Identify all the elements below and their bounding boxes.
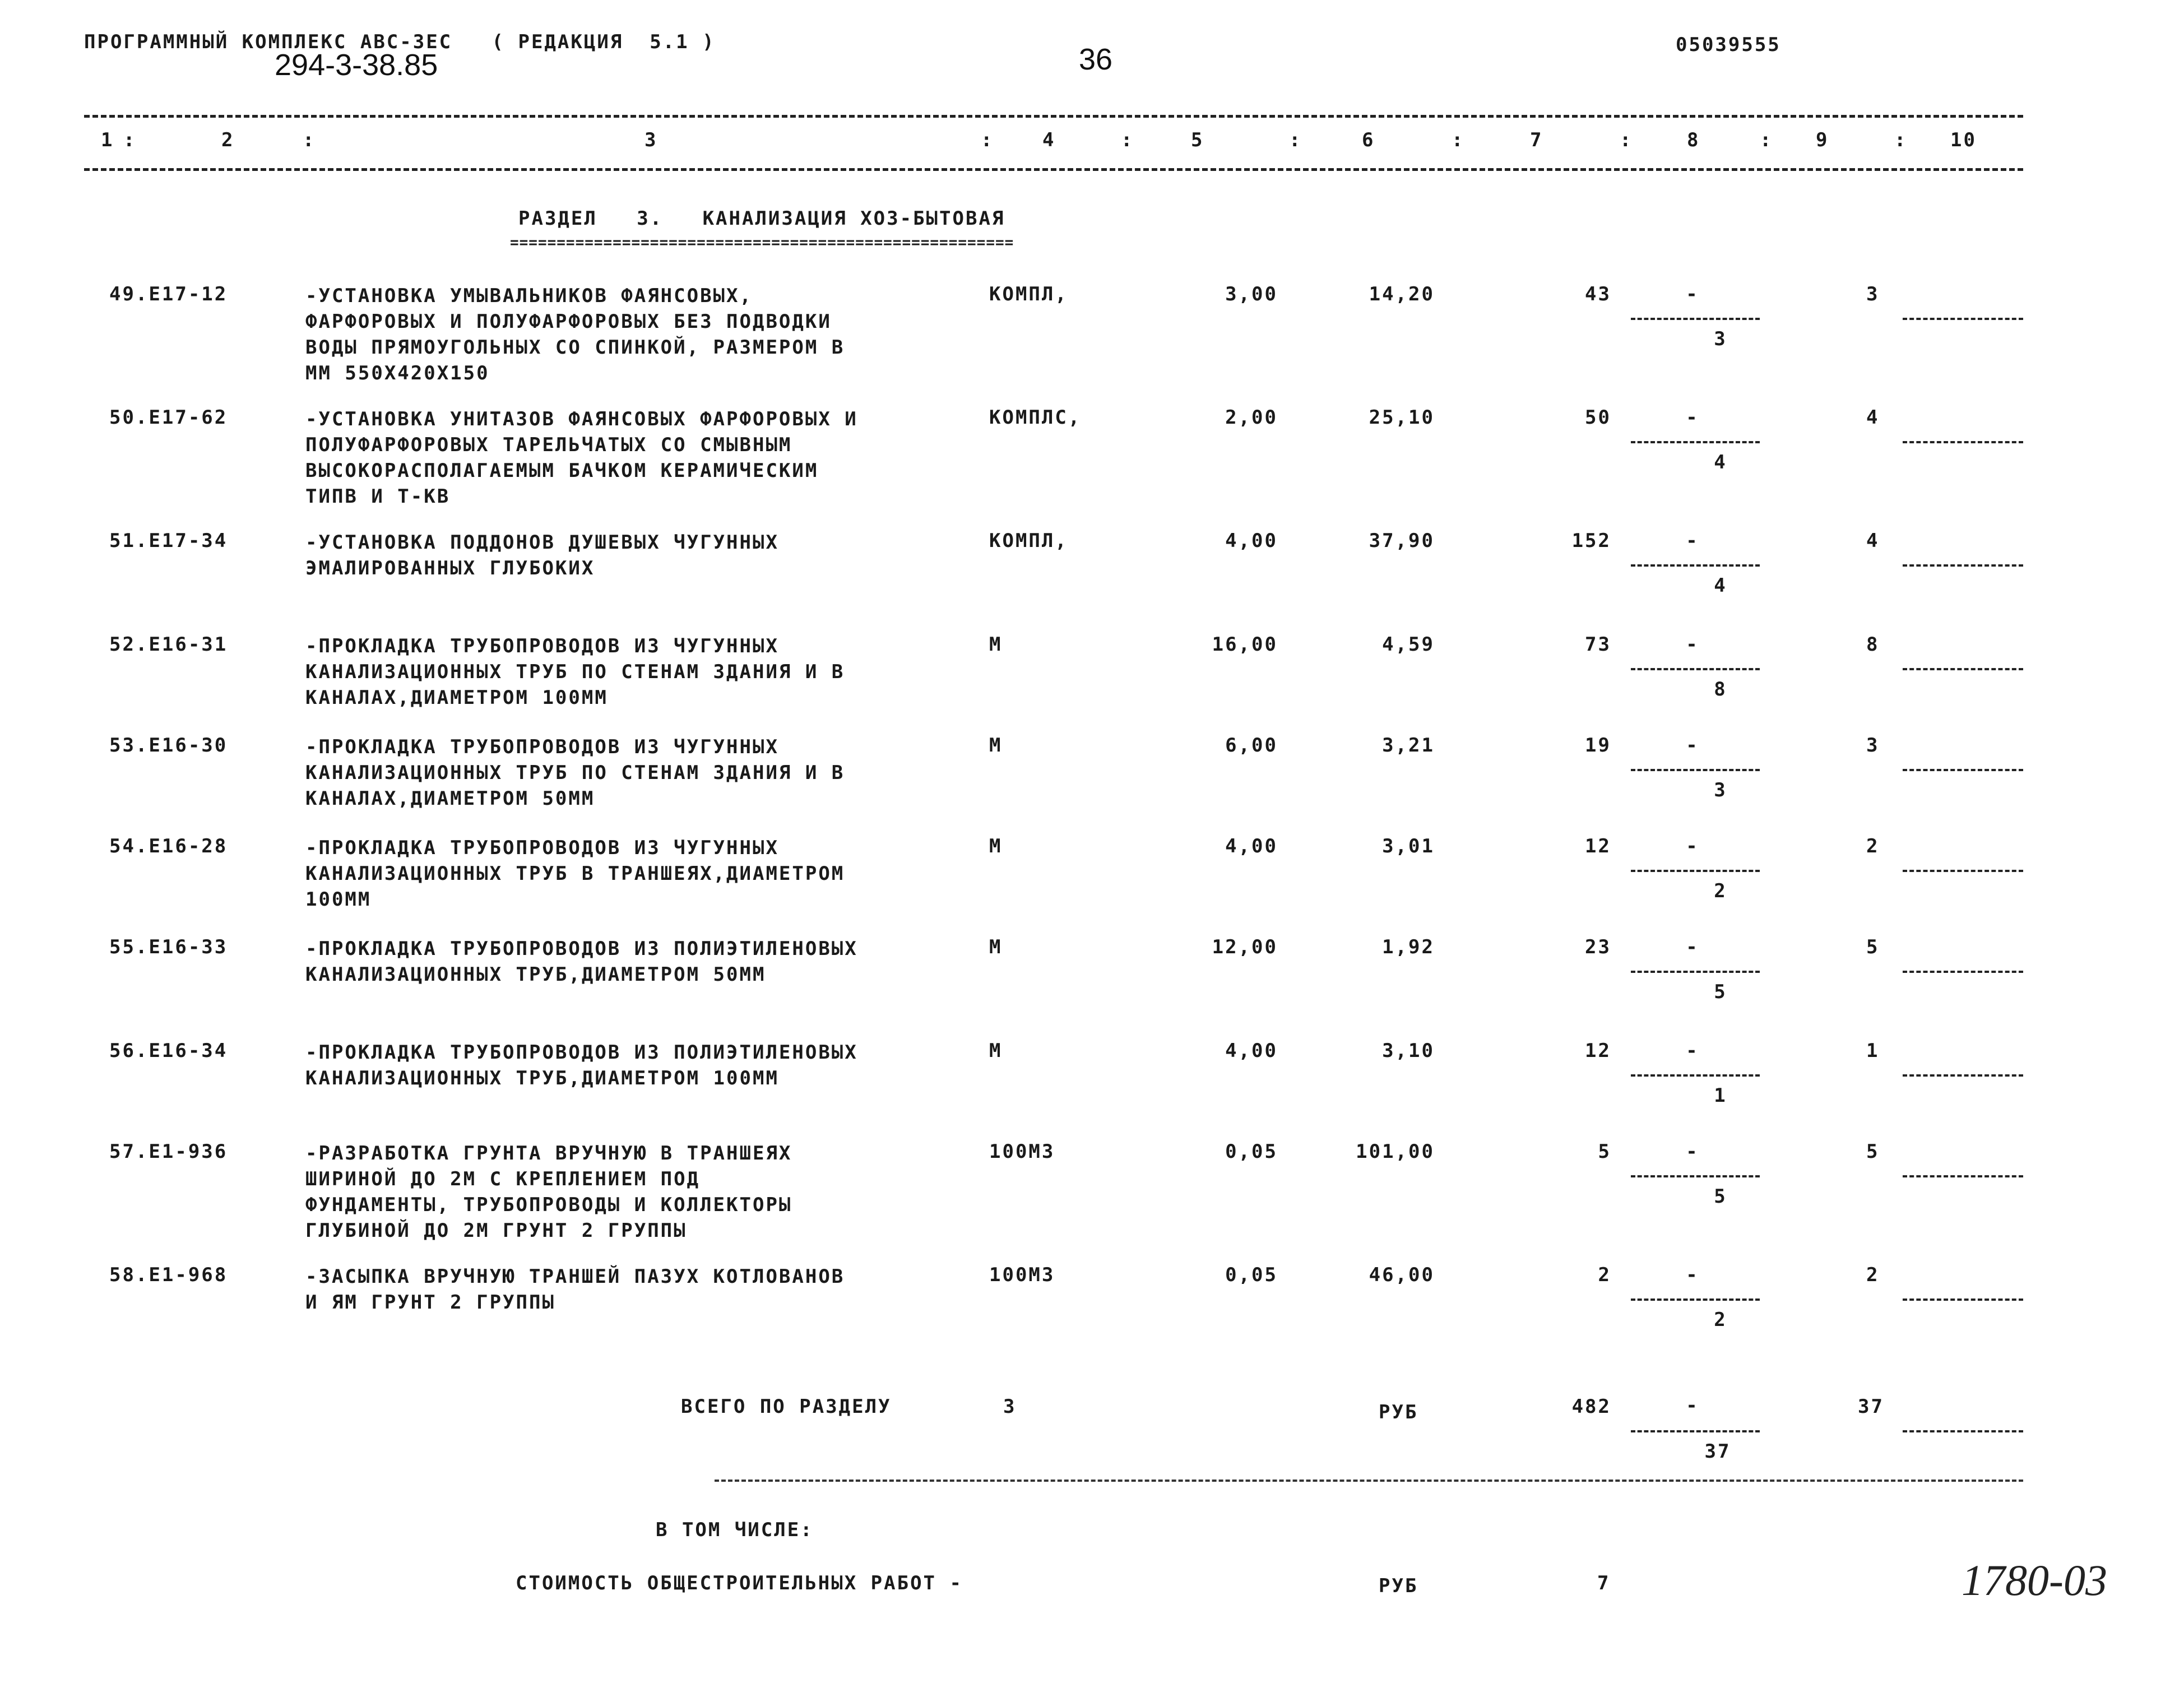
row-unit: КОМПЛ, [989,283,1068,305]
row-code: 54.Е16-28 [109,835,228,857]
top-rule [84,115,2023,118]
col-4: 4 [1042,129,1056,151]
row-col8-top: - [1686,406,1699,429]
row-col9: 5 [1866,936,1880,958]
row-total: 43 [1585,283,1611,305]
row-col9: 2 [1866,835,1880,857]
row-code: 58.Е1-968 [109,1264,228,1286]
row-col9: 3 [1866,734,1880,757]
section-title: РАЗДЕЛ 3. КАНАЛИЗАЦИЯ ХОЗ-БЫТОВАЯ [518,207,1005,230]
totals-fraction-line [1631,1430,1760,1432]
row-unit: М [989,936,1003,958]
row-code: 50.Е17-62 [109,406,228,429]
row-total: 19 [1585,734,1611,757]
general-works-value: 7 [1597,1572,1611,1594]
row-fraction-line [1631,769,1760,771]
row-col8-bottom: 2 [1714,1309,1727,1331]
row-quantity: 0,05 [1225,1140,1278,1163]
row-fraction-line [1631,971,1760,973]
row-total: 12 [1585,835,1611,857]
row-col9: 4 [1866,530,1880,552]
row-total: 2 [1598,1264,1611,1286]
col-7: 7 [1530,129,1543,151]
program-header: ПРОГРАММНЫЙ КОМПЛЕКС АВС-3ЕС ( РЕДАКЦИЯ 5.1 ) [84,31,716,53]
row-description: -УСТАНОВКА УНИТАЗОВ ФАЯНСОВЫХ ФАРФОРОВЫХ И ПОЛУФАРФОРОВЫХ ТАРЕЛЬЧАТЫХ СО СМЫВНЫМ ВЫСОКОРАСПОЛАГАЕМЫМ БАЧКОМ КЕРАМИЧЕСКИМ ТИПВ И Т-КВ [305,408,858,508]
totals-col8-bottom: 37 [1704,1440,1731,1463]
row-description: -ПРОКЛАДКА ТРУБОПРОВОДОВ ИЗ ПОЛИЭТИЛЕНОВЫХ КАНАЛИЗАЦИОННЫХ ТРУБ,ДИАМЕТРОМ 50ММ [305,938,858,986]
row-quantity: 4,00 [1225,835,1278,857]
row-description: -РАЗРАБОТКА ГРУНТА ВРУЧНУЮ В ТРАНШЕЯХ ШИРИНОЙ ДО 2М С КРЕПЛЕНИЕМ ПОД ФУНДАМЕНТЫ, ТРУБОПРОВОДЫ И КОЛЛЕКТОРЫ ГЛУБИНОЙ ДО 2М ГРУНТ 2 ГРУППЫ [305,1142,792,1242]
row-description: -ПРОКЛАДКА ТРУБОПРОВОДОВ ИЗ ЧУГУННЫХ КАНАЛИЗАЦИОННЫХ ТРУБ ПО СТЕНАМ ЗДАНИЯ И В КАНАЛАХ,ДИАМЕТРОМ 50ММ [305,736,845,810]
row-col9: 1 [1866,1040,1880,1062]
row-col9: 8 [1866,633,1880,656]
row-unit: М [989,633,1003,656]
general-works-label: СТОИМОСТЬ ОБЩЕСТРОИТЕЛЬНЫХ РАБОТ - [516,1572,963,1594]
row-col8-top: - [1686,1040,1699,1062]
row-col8-bottom: 2 [1714,880,1727,902]
col-6: 6 [1362,129,1375,151]
row-col9: 2 [1866,1264,1880,1286]
row-unit: 100М3 [989,1140,1055,1163]
row-unit-price: 1,92 [1382,936,1435,958]
document-id: 05039555 [1676,34,1781,56]
row-code: 49.Е17-12 [109,283,228,305]
row-fraction-line [1631,441,1760,443]
row-total: 12 [1585,1040,1611,1062]
archive-stamp: 1780-03 [1962,1556,2107,1604]
row-code: 51.Е17-34 [109,530,228,552]
row-col9: 4 [1866,406,1880,429]
totals-unit: РУБ [1379,1401,1418,1423]
row-col8-bottom: 3 [1714,779,1727,801]
row-fraction-line [1631,1175,1760,1177]
row-col8-top: - [1686,734,1699,757]
row-col8-top: - [1686,835,1699,857]
row-unit: М [989,835,1003,857]
row-col8-bottom: 1 [1714,1084,1727,1107]
row-fraction-line [1631,870,1760,872]
row-col8-bottom: 4 [1714,574,1727,597]
general-works-unit: РУБ [1379,1575,1418,1597]
row-fraction-line [1631,318,1760,320]
row-unit: М [989,1040,1003,1062]
row-description: -ЗАСЫПКА ВРУЧНУЮ ТРАНШЕЙ ПАЗУХ КОТЛОВАНОВ И ЯМ ГРУНТ 2 ГРУППЫ [305,1265,845,1314]
row-unit-price: 3,01 [1382,835,1435,857]
col-1: 1 [101,129,114,151]
row-unit-price: 3,21 [1382,734,1435,757]
row-code: 55.Е16-33 [109,936,228,958]
row-unit-price: 25,10 [1369,406,1435,429]
row-quantity: 6,00 [1225,734,1278,757]
row-fraction-line [1631,564,1760,567]
row-col9: 5 [1866,1140,1880,1163]
col-9: 9 [1816,129,1829,151]
row-quantity: 2,00 [1225,406,1278,429]
row-quantity: 4,00 [1225,1040,1278,1062]
including-label: В ТОМ ЧИСЛЕ: [656,1519,814,1541]
row-col8-bottom: 8 [1714,678,1727,701]
row-code: 53.Е16-30 [109,734,228,757]
row-col8-bottom: 5 [1714,981,1727,1003]
totals-label: ВСЕГО ПО РАЗДЕЛУ [681,1395,892,1418]
totals-section-number: 3 [1003,1395,1017,1418]
row-col8-top: - [1686,530,1699,552]
totals-col8-top: - [1686,1394,1699,1417]
row-total: 152 [1571,530,1611,552]
col-2: 2 [221,129,235,151]
row-quantity: 16,00 [1212,633,1278,656]
row-unit: 100М3 [989,1264,1055,1286]
row-code: 52.Е16-31 [109,633,228,656]
row-quantity: 0,05 [1225,1264,1278,1286]
row-unit: М [989,734,1003,757]
row-description: -ПРОКЛАДКА ТРУБОПРОВОДОВ ИЗ ЧУГУННЫХ КАНАЛИЗАЦИОННЫХ ТРУБ ПО СТЕНАМ ЗДАНИЯ И В КАНАЛАХ,ДИАМЕТРОМ 100ММ [305,635,845,709]
row-col8-bottom: 5 [1714,1185,1727,1208]
row-description: -ПРОКЛАДКА ТРУБОПРОВОДОВ ИЗ ЧУГУННЫХ КАНАЛИЗАЦИОННЫХ ТРУБ В ТРАНШЕЯХ,ДИАМЕТРОМ 100ММ [305,837,845,911]
row-unit-price: 3,10 [1382,1040,1435,1062]
page-number: 36 [1079,43,1113,76]
row-code: 57.Е1-936 [109,1140,228,1163]
row-col8-top: - [1686,633,1699,656]
totals-amount: 482 [1571,1395,1611,1418]
row-col8-top: - [1686,283,1699,305]
col-5: 5 [1191,129,1204,151]
row-col9: 3 [1866,283,1880,305]
totals-col9: 37 [1858,1395,1884,1418]
row-quantity: 12,00 [1212,936,1278,958]
row-fraction-line [1631,668,1760,670]
row-code: 56.Е16-34 [109,1040,228,1062]
row-unit: КОМПЛС, [989,406,1082,429]
row-col8-top: - [1686,1264,1699,1286]
row-unit-price: 46,00 [1369,1264,1435,1286]
row-description: -УСТАНОВКА ПОДДОНОВ ДУШЕВЫХ ЧУГУННЫХ ЭМАЛИРОВАННЫХ ГЛУБОКИХ [305,531,779,579]
row-unit-price: 4,59 [1382,633,1435,656]
row-total: 5 [1598,1140,1611,1163]
section-underline: ====================================================== [510,234,1014,251]
row-col8-bottom: 3 [1714,328,1727,350]
row-quantity: 4,00 [1225,530,1278,552]
row-unit-price: 37,90 [1369,530,1435,552]
project-code: 294-3-38.85 [275,48,438,82]
row-unit: КОМПЛ, [989,530,1068,552]
row-col8-bottom: 4 [1714,451,1727,474]
row-unit-price: 14,20 [1369,283,1435,305]
header-bottom-rule [84,168,2023,171]
col-8: 8 [1687,129,1700,151]
row-unit-price: 101,00 [1356,1140,1435,1163]
row-total: 73 [1585,633,1611,656]
col-10: 10 [1950,129,1977,151]
row-description: -УСТАНОВКА УМЫВАЛЬНИКОВ ФАЯНСОВЫХ, ФАРФОРОВЫХ И ПОЛУФАРФОРОВЫХ БЕЗ ПОДВОДКИ ВОДЫ ПРЯМОУГОЛЬНЫХ СО СПИНКОЙ, РАЗМЕРОМ В ММ 550Х420Х150 [305,285,845,384]
col-3: 3 [644,129,658,151]
row-fraction-line [1631,1074,1760,1077]
row-total: 23 [1585,936,1611,958]
row-quantity: 3,00 [1225,283,1278,305]
row-col8-top: - [1686,936,1699,958]
row-description: -ПРОКЛАДКА ТРУБОПРОВОДОВ ИЗ ПОЛИЭТИЛЕНОВЫХ КАНАЛИЗАЦИОННЫХ ТРУБ,ДИАМЕТРОМ 100ММ [305,1041,858,1089]
row-fraction-line [1631,1299,1760,1301]
row-col8-top: - [1686,1140,1699,1163]
totals-rule [715,1480,2023,1482]
row-total: 50 [1585,406,1611,429]
